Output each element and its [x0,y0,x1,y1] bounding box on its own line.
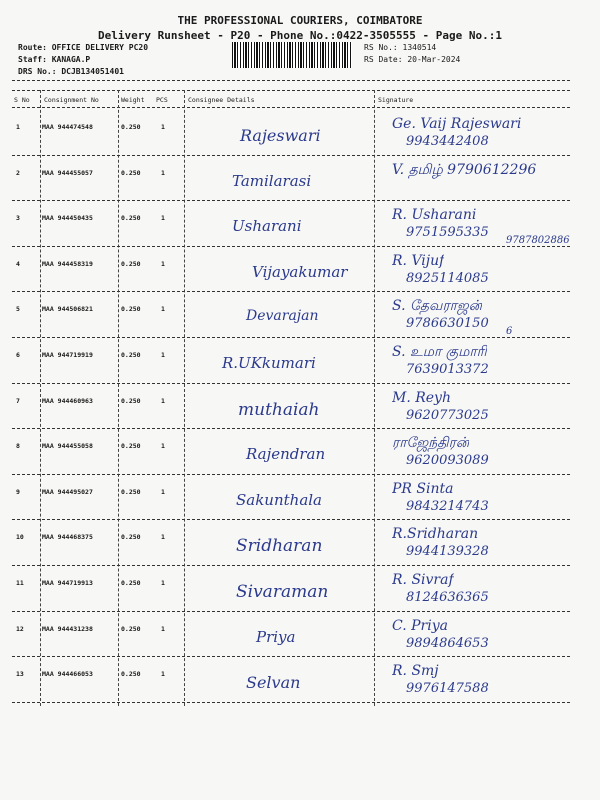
row-sno: 2 [16,168,20,177]
row-consignee-name: Priya [256,627,296,646]
row-consignment-no: MAA 944431238 [42,624,93,633]
col-header-signature: Signature [378,96,414,104]
row-divider [12,474,570,475]
row-divider [12,291,570,292]
company-title: THE PROFESSIONAL COURIERS, COIMBATORE [177,14,423,27]
column-separator [184,90,185,706]
row-signature-phone: 8124636365 [406,590,489,605]
row-consignment-no: MAA 944450435 [42,214,93,223]
row-weight: 0.250 [121,305,141,314]
row-consignee-name: Sakunthala [236,490,323,509]
column-separator [374,90,375,706]
row-consignment-no: MAA 944460963 [42,396,93,405]
row-sno: 7 [16,396,20,405]
row-pcs: 1 [161,259,165,268]
row-consignment-no: MAA 944495027 [42,487,93,496]
staff-label: Staff: KANAGA.P [18,55,91,64]
col-header-sno: S No [14,96,30,104]
row-weight: 0.250 [121,670,141,679]
row-pcs: 1 [161,579,165,587]
row-signature-extra: 9787802886 [506,235,570,247]
row-sno: 5 [16,305,20,314]
row-consignee-name: muthaiah [238,399,320,420]
row-signature: R. Vijuf [392,252,445,269]
row-divider [12,611,570,612]
row-weight: 0.250 [121,396,141,405]
row-signature: Ge. Vaij Rajeswari [392,116,522,132]
row-consignee-name: Sivaraman [236,582,329,602]
row-signature-phone: 9620093089 [406,453,489,469]
row-signature-phone: 9620773025 [406,407,489,423]
row-consignment-no: MAA 944719919 [42,351,93,359]
row-sno: 10 [16,533,24,542]
row-signature: S. தேவராஜன் [392,298,483,315]
row-signature: PR Sinta [392,480,454,497]
row-sno: 11 [16,579,24,587]
row-consignee-name: Vijayakumar [252,262,348,281]
row-pcs: 1 [161,351,165,359]
row-signature-extra: 6 [506,326,513,338]
row-signature: C. Priya [392,617,448,634]
row-signature: R. Smj [392,663,439,680]
row-weight: 0.250 [121,214,141,223]
row-signature-phone: 9843214743 [406,498,489,514]
row-divider [12,155,570,156]
column-separator [118,90,119,706]
col-header-consignment: Consignment No [44,96,99,104]
row-consignment-no: MAA 944458319 [42,259,93,268]
row-divider [12,383,570,384]
header-divider [12,90,570,91]
row-pcs: 1 [161,442,165,451]
col-header-consignee-details: Consignee Details [188,96,255,104]
row-signature-phone: 9944139328 [406,544,489,560]
row-consignee-name: Sridharan [236,536,323,557]
row-sno: 8 [16,442,20,451]
row-divider [12,337,570,338]
row-signature: ராஜேந்திரன் [392,435,470,452]
row-consignment-no: MAA 944468375 [42,533,93,542]
row-signature: R. Sivraf [392,572,454,588]
row-weight: 0.250 [121,533,141,542]
row-weight: 0.250 [121,259,141,268]
row-signature-phone: 9751595335 [406,225,489,241]
row-weight: 0.250 [121,487,141,496]
row-consignment-no: MAA 944474548 [42,123,93,131]
row-consignee-name: Rajeswari [240,126,321,145]
row-sno: 3 [16,214,20,223]
row-pcs: 1 [161,123,165,131]
row-consignee-name: Selvan [246,673,301,693]
row-consignee-name: Devarajan [246,308,319,325]
row-weight: 0.250 [121,123,141,131]
row-sno: 13 [16,670,24,679]
row-divider [12,565,570,566]
row-consignment-no: MAA 944466053 [42,670,93,679]
row-weight: 0.250 [121,624,141,633]
row-sno: 4 [16,259,20,268]
row-sno: 6 [16,351,20,359]
row-signature-phone: 7639013372 [406,362,489,377]
row-consignee-name: Usharani [232,217,302,236]
row-signature: S. உமா குமாரி [392,344,487,360]
row-consignee-name: Tamilarasi [232,171,312,190]
row-sno: 12 [16,624,24,633]
row-signature-phone: 9786630150 [406,316,489,332]
row-pcs: 1 [161,533,165,542]
row-sno: 1 [16,123,20,131]
row-consignment-no: MAA 944455058 [42,442,93,451]
route-label: Route: OFFICE DELIVERY PC20 [18,43,149,52]
row-divider [12,519,570,520]
row-pcs: 1 [161,305,165,314]
row-weight: 0.250 [121,442,141,451]
row-pcs: 1 [161,214,165,223]
row-consignee-name: Rajendran [246,445,326,464]
row-weight: 0.250 [121,579,141,587]
row-signature: V. தமிழ் 9790612296 [392,161,537,178]
col-header-weight: Weight [121,96,145,104]
row-signature: M. Reyh [392,389,451,406]
row-signature-phone: 9976147588 [406,681,489,697]
rs-date: RS Date: 20-Mar-2024 [364,55,461,64]
header-divider [12,107,570,108]
row-pcs: 1 [161,624,165,633]
row-signature-phone: 9943442408 [406,134,489,149]
row-divider [12,246,570,247]
rs-number: RS No.: 1340514 [364,43,437,52]
row-consignment-no: MAA 944719913 [42,579,93,587]
row-divider [12,428,570,429]
row-consignee-name: R.UKkumari [222,354,316,372]
row-divider [12,702,570,703]
row-divider [12,656,570,657]
row-signature-phone: 8925114085 [406,270,489,286]
row-divider [12,200,570,201]
column-separator [40,90,41,706]
row-weight: 0.250 [121,168,141,177]
row-signature-phone: 9894864653 [406,635,489,651]
row-pcs: 1 [161,487,165,496]
row-consignment-no: MAA 944506821 [42,305,93,314]
row-signature: R.Sridharan [392,526,479,543]
barcode-image [232,42,352,68]
col-header-pcs: PCS [156,96,168,104]
row-consignment-no: MAA 944455057 [42,168,93,177]
row-signature: R. Usharani [392,207,477,224]
header-divider [12,80,570,81]
row-pcs: 1 [161,168,165,177]
row-weight: 0.250 [121,351,141,359]
drs-number: DRS No.: DCJB134051401 [18,67,124,76]
runsheet-title: Delivery Runsheet - P20 - Phone No.:0422-3505555 - Page No.:1 [98,29,502,42]
row-pcs: 1 [161,670,165,679]
row-sno: 9 [16,487,20,496]
row-pcs: 1 [161,396,165,405]
